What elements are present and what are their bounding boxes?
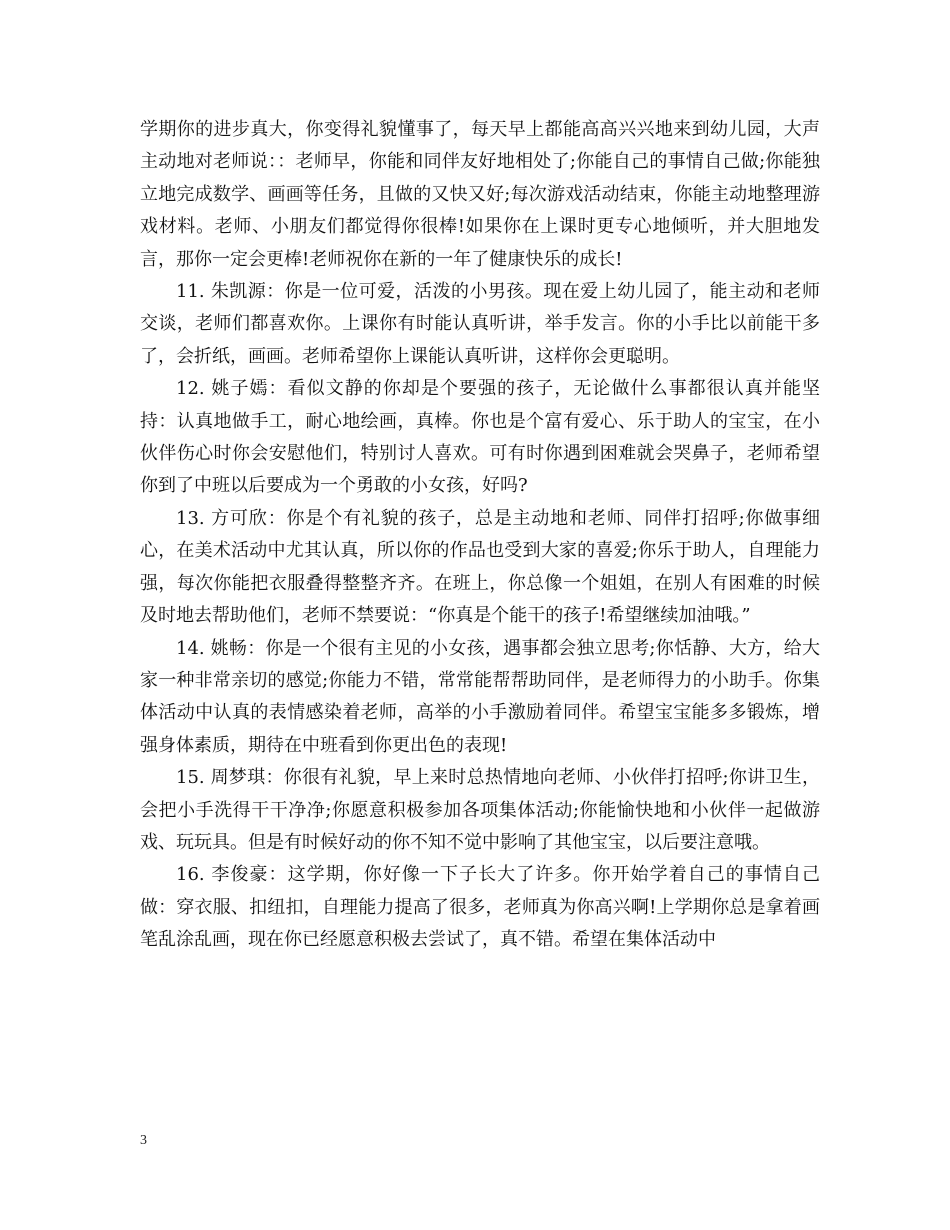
body-text <box>140 114 820 957</box>
paragraph-comment-14: 14. 姚畅：你是一个很有主见的小女孩，遇事都会独立思考;你恬静、大方，给大家一种非常亲切的感觉;你能力不错，常常能帮帮助同伴，是老师得力的小助手。你集体活动中认真的表情感染着老师，高举的小手激励着同伴。希望宝宝能多多锻炼，增强身体素质，期待在中班看到你更出色的表现! <box>140 637 820 756</box>
paragraph-comment-15: 15. 周梦琪：你很有礼貌，早上来时总热情地向老师、小伙伴打招呼;你讲卫生，会把小手洗得干干净净;你愿意积极参加各项集体活动;你能愉快地和小伙伴一起做游戏、玩玩具。但是有时候好动的你不知不觉中影响了其他宝宝，以后要注意哦。 <box>140 767 820 853</box>
paragraph-comment-12: 12. 姚子嫣：看似文静的你却是个要强的孩子，无论做什么事都很认真并能坚持：认真地做手工，耐心地绘画，真棒。你也是个富有爱心、乐于助人的宝宝，在小伙伴伤心时你会安慰他们，特别讨人喜欢。可有时你遇到困难就会哭鼻子，老师希望你到了中班以后要成为一个勇敢的小女孩，好吗? <box>140 378 820 497</box>
paragraph-comment-16: 16. 李俊豪：这学期，你好像一下子长大了许多。你开始学着自己的事情自己做：穿衣服、扣纽扣，自理能力提高了很多，老师真为你高兴啊!上学期你总是拿着画笔乱涂乱画，现在你已经愿意积极去尝试了，真不错。希望在集体活动中 <box>140 864 820 951</box>
page-number: 3 <box>140 1133 147 1148</box>
paragraph-continued: 学期你的进步真大，你变得礼貌懂事了，每天早上都能高高兴兴地来到幼儿园，大声主动地对老师说：：老师早，你能和同伴友好地相处了;你能自己的事情自己做;你能独立地完成数学、画画等任务，且做的又快又好;每次游戏活动结束，你能主动地整理游戏材料。老师、小朋友们都觉得你很棒!如果你在上课时更专心地倾听，并大胆地发言，那你一定会更棒!老师祝你在新的一年了健康快乐的成长! <box>140 119 820 270</box>
paragraph-comment-13: 13. 方可欣：你是个有礼貌的孩子，总是主动地和老师、同伴打招呼;你做事细心，在美术活动中尤其认真，所以你的作品也受到大家的喜爱;你乐于助人，自理能力强，每次你能把衣服叠得整整齐齐。在班上，你总像一个姐姐，在别人有困难的时候及时地去帮助他们，老师不禁要说：“你真是个能干的孩子!希望继续加油哦。” <box>140 507 820 627</box>
paragraph-comment-11: 11. 朱凯源：你是一位可爱，活泼的小男孩。现在爱上幼儿园了，能主动和老师交谈，老师们都喜欢你。上课你有时能认真听讲，举手发言。你的小手比以前能干多了，会折纸，画画。老师希望你上课能认真听讲，这样你会更聪明。 <box>140 281 820 367</box>
